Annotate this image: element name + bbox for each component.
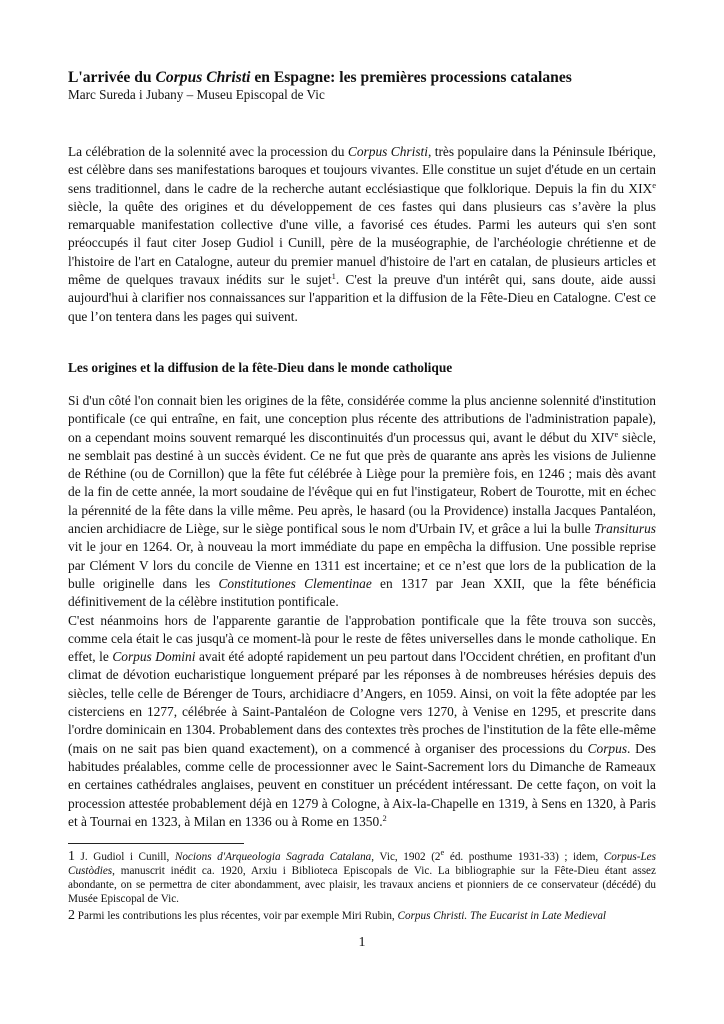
para3-text-2: avait été adopté rapidement un peu partout dans l'Occident chrétien, en profitant d'un climat de dévotion eucharistique longuement préparé par les réponses à de nombreuses hérésies depuis des siècles, telle celle de Bérenger de Tours, archidiacre d’Angers, en 1059. Ainsi, on voit la fête adoptée par les cisterciens en 1277, célébrée à Saint-Pantaléon de Cologne vers 1270, à Venise en 1295, et prescrite dans l'ordre dominicain en 1304. Probablement dans des contextes très proches de l'institution de la fête elle-même (mais on ne sait pas bien quand exactement), on a commencé à organiser des processions du — [68, 649, 656, 756]
footnote-2-number: 2 — [68, 908, 75, 924]
intro-text-3: siècle, la quête des origines et du développement de ces fastes qui dans plusieurs cas s’avère la plus remarquable manifestation collective d'une ville, a favorisé ces études. Parmi les auteurs qui s'en sont préoccupés il faut citer Josep Gudiol i Cunill, père de la muséographie, de l'archéologie chrétienne et de l'histoire de l'art en Catalogne, auteur du premier manuel d'histoire de l'art en catalan, de plusieurs articles et même de quelques travaux inédits sur le sujet — [68, 198, 656, 288]
body-paragraph-3 — [68, 612, 656, 832]
intro-paragraph — [68, 143, 656, 326]
author-line: Marc Sureda i Jubany – Museu Episcopal de Vic — [68, 87, 325, 102]
footnote-1-italic-1: Nocions d'Arqueologia Sagrada Catalana — [174, 851, 372, 864]
footnote-2-text-1: Parmi les contributions les plus récentes, voir par exemple Miri Rubin, — [75, 910, 398, 923]
intro-superscript: e — [652, 179, 656, 190]
title-text-start: L'arrivée du — [68, 69, 156, 86]
footnote-1-text-4: , manuscrit inédit ca. 1920, Arxiu i Biblioteca Episcopals de Vic. La bibliographie sur la Fête-Dieu étant assez abondante, on se permettra de citer abondamment, avec plaisir, les travaux anciens et pionniers de ce conservateur (décédé) du Musée Episcopal de Vic. — [68, 865, 656, 906]
para2-italic-2: Constitutiones Clementinae — [218, 575, 372, 591]
footnote-ref-2[interactable]: 2 — [382, 812, 387, 823]
footnote-separator — [68, 843, 244, 844]
footnote-2 — [68, 909, 656, 923]
body-paragraph-2 — [68, 392, 656, 612]
intro-text-2: , très populaire dans la Péninsule Ibérique, est célèbre dans ses manifestations baroques et toujours vivantes. Elle constitue un sujet d'étude en un certain sens traditionnel, dans le cadre de la recherche autant ecclésiastique que folklorique. Depuis la fin du XIX — [68, 144, 657, 196]
page-number: 1 — [358, 935, 366, 950]
para3-text-3: . Des habitudes préalables, comme celle de processionner avec le Saint-Sacrement lors du Dimanche de Rameaux en certaines cathédrales anglaises, peuvent en constituer un précédent intéressant. De cette façon, on voit la procession attestée probablement déjà en 1279 à Cologne, à Aix-la-Chapelle en 1319, à Sens en 1320, à Paris et à Tournai en 1323, à Milan en 1336 ou à Rome en 1350. — [68, 740, 656, 829]
footnote-1-superscript: e — [440, 847, 445, 858]
document-title — [68, 68, 656, 87]
para2-text-2: siècle, ne semblait pas destiné à un succès évident. Ce ne fut que près de quarante ans après les visions de Julienne de Réthine (ou de Cornillon) que la fête fut célébrée à Liège pour la première fois, en 1246 ; mais dès avant de la fin de cette année, la mort soudaine de l'évêque qui en fut l'instigateur, Robert de Tourotte, mit en échec la pérennité de la fête dans la ville même. Peu après, le hasard (ou la Providence) installa Jacques Pantaléon, ancien archidiacre de Liège, sur le siège pontifical sous le nom d'Urbain IV, et grâce a lui la bulle — [68, 429, 656, 537]
para2-superscript: e — [614, 428, 619, 439]
para2-text-1: Si d'un côté l'on connait bien les origines de la fête, considérée comme la plus ancienne solennité d'institution pontificale (ce qui entraîne, en fait, une conception plus récente des attributions de l'administration papale), on a cependant moins souvent remarqué les discontinuités d'un processus qui, avant le début du XIV — [68, 392, 656, 445]
footnote-1-number: 1 — [68, 849, 75, 865]
footnote-ref-1[interactable]: 1 — [331, 271, 336, 282]
title-text-end: en Espagne: les premières processions catalanes — [250, 69, 572, 86]
para2-italic-1: Transiturus — [594, 521, 656, 537]
intro-text-4: . C'est la preuve d'un intérêt qui, sans doute, aide aussi aujourd'hui à clarifier nos connaissances sur l'apparition et la diffusion de la Fête-Dieu en Catalogne. C'est ce que l’on tentera dans les pages qui suivent. — [68, 272, 656, 324]
title-italic-text: Corpus Christi — [155, 69, 251, 86]
para2-text-3: vit le jour en 1264. Or, à nouveau la mort immédiate du pape en empêcha la diffusion. Une possible reprise par Clément V lors du concile de Vienne en 1311 est incertaine; et ce n’est que lors de la publication de la bulle originelle dans les — [68, 539, 656, 591]
footnote-1-italic-2: Corpus-Les Custòdies — [68, 851, 656, 878]
intro-text-1: La célébration de la solennité avec la procession du — [68, 144, 348, 159]
para2-text-4: en 1317 par Jean XXII, que la fête bénéficia définitivement de la célèbre institution pontificale. — [68, 575, 656, 610]
para3-text-1: C'est néanmoins hors de l'apparente garantie de l'approbation pontificale que la fête trouva son succès, comme cela était le cas jusqu'à ce moment-là pour le reste de fêtes universelles dans le monde catholique. En effet, le — [68, 612, 656, 665]
footnote-1-text-3: éd. posthume 1931-33) ; idem, — [444, 851, 604, 864]
footnote-2-italic-1: Corpus Christi. The Eucarist in Late Medieval — [397, 910, 607, 923]
footnote-1 — [68, 847, 656, 906]
footnote-1-text-2: , Vic, 1902 (2 — [371, 851, 441, 864]
section-heading: Les origines et la diffusion de la fête-Dieu dans le monde catholique — [68, 359, 453, 375]
document-page — [68, 68, 656, 926]
footnote-1-text-1: J. Gudiol i Cunill, — [75, 851, 175, 864]
para3-italic-1: Corpus Domini — [112, 649, 196, 665]
para3-italic-2: Corpus — [587, 740, 628, 756]
intro-italic-1: Corpus Christi — [347, 144, 428, 159]
